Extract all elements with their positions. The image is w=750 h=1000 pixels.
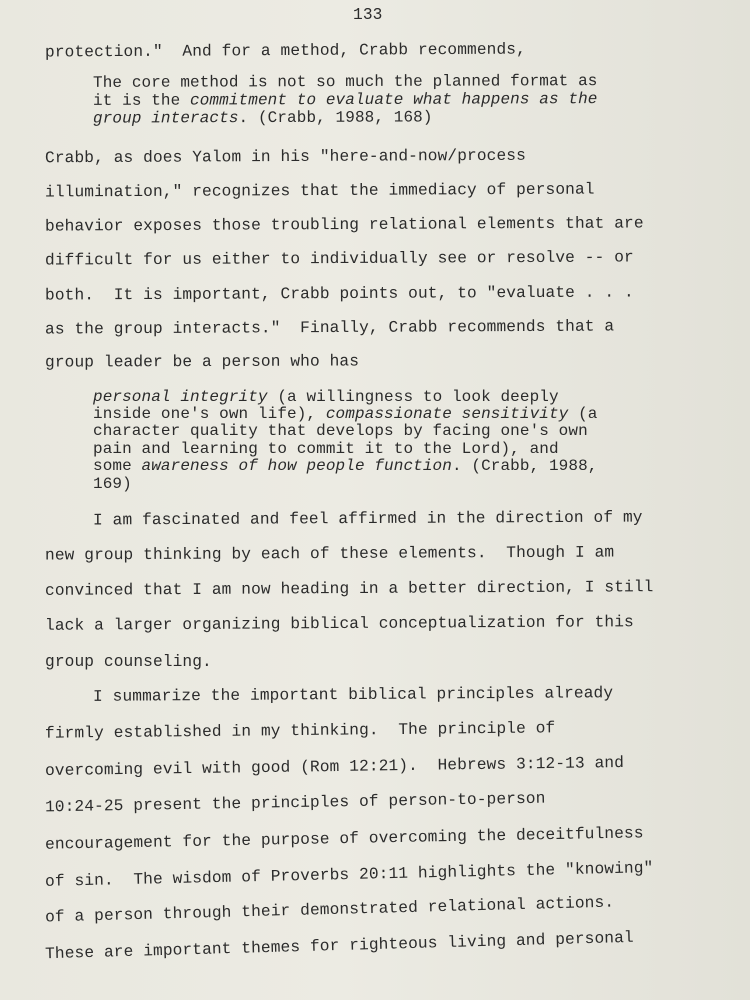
quote-text: it is the — [92, 91, 191, 110]
text-line: lack a larger organizing biblical conceptualization for this — [44, 613, 634, 635]
quote-emphasis: awareness of how people function — [141, 457, 452, 475]
text-line: both. It is important, Crabb points out, to "evaluate . . . — [44, 283, 634, 305]
quote-line: pain and learning to commit it to the Lord), and — [93, 440, 559, 458]
quote-line — [93, 457, 598, 475]
quote-line — [93, 90, 598, 110]
text-line: difficult for us either to individually see or resolve -- or — [44, 248, 634, 270]
text-line: new group thinking by each of these elements. Though I am — [44, 543, 615, 565]
quote-text: (a willingness to look deeply — [267, 388, 559, 406]
quote-text: (a — [568, 405, 598, 423]
text-line: group counseling. — [45, 653, 212, 671]
quote-emphasis: group interacts — [92, 109, 239, 128]
text-line: convinced that I am now heading in a better direction, I still — [44, 578, 654, 600]
text-line: These are important themes for righteous living and personal — [44, 928, 634, 964]
quote-emphasis: commitment to evaluate what happens as the — [189, 90, 598, 110]
text-line: illumination," recognizes that the immediacy of personal — [44, 180, 595, 202]
quote-text: . (Crabb, 1988, 168) — [238, 108, 433, 128]
text-line: protection." And for a method, Crabb recommends, — [44, 40, 526, 62]
text-line: overcoming evil with good (Rom 12:21). Hebrews 3:12-13 and — [44, 753, 625, 781]
page-number: 133 — [353, 6, 383, 24]
text-line: encouragement for the purpose of overcoming the deceitfulness — [44, 824, 644, 854]
text-line: I am fascinated and feel affirmed in the direction of my — [92, 508, 643, 530]
quote-line — [93, 405, 598, 423]
quote-line — [93, 388, 559, 406]
text-line: as the group interacts." Finally, Crabb recommends that a — [44, 317, 615, 339]
text-line: of sin. The wisdom of Proverbs 20:11 highlights the "knowing" — [44, 859, 654, 891]
quote-line: character quality that develops by facing one's own — [93, 422, 588, 440]
text-line: behavior exposes those troubling relational elements that are — [44, 214, 644, 236]
quote-line: 169) — [93, 475, 132, 493]
quote-text: inside one's own life), — [93, 405, 326, 423]
text-line: Crabb, as does Yalom in his "here-and-now/process — [44, 146, 526, 168]
text-line: I summarize the important biblical principles already — [92, 684, 614, 706]
text-line: 10:24-25 present the principles of person-to-person — [44, 789, 546, 817]
quote-line: The core method is not so much the planned format as — [92, 72, 598, 92]
quote-line — [93, 108, 433, 127]
text-line: of a person through their demonstrated relational actions. — [44, 893, 615, 927]
quote-text: . (Crabb, 1988, — [451, 457, 598, 475]
text-line: group leader be a person who has — [44, 352, 360, 372]
quote-emphasis: compassionate sensitivity — [325, 405, 569, 423]
quote-text: some — [93, 457, 142, 475]
text-line: firmly established in my thinking. The principle of — [44, 719, 556, 743]
quote-emphasis: personal integrity — [93, 388, 268, 406]
